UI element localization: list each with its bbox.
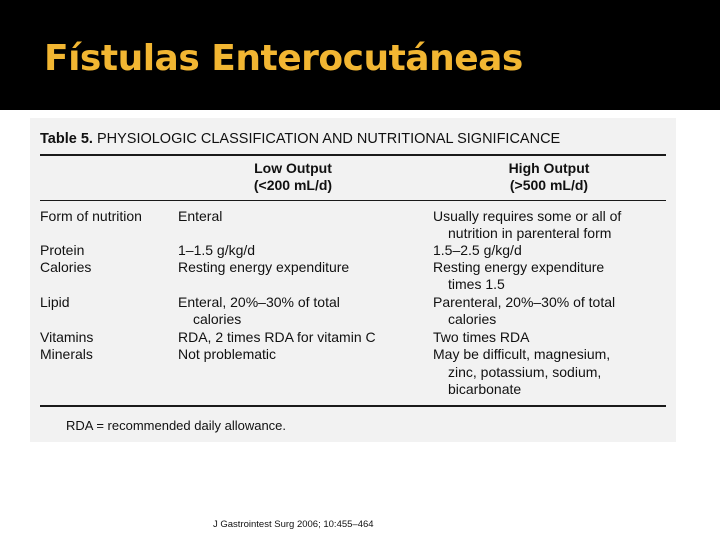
- row-label-lipid: Lipid: [40, 294, 70, 310]
- row-label-minerals: Minerals: [40, 346, 93, 362]
- cell-form-low: Enteral: [178, 208, 223, 224]
- column-header-high-output: [449, 160, 649, 194]
- cell-form-high: Usually requires some or all of: [433, 208, 622, 224]
- cell-lipid-high-cont: calories: [448, 311, 497, 327]
- title-band: [0, 0, 720, 110]
- cell-minerals-low: Not problematic: [178, 346, 277, 362]
- column-header-low-title: Low Output: [254, 160, 332, 176]
- cell-calories-high: Resting energy expenditure: [433, 259, 605, 275]
- row-label-calories: Calories: [40, 259, 92, 275]
- cell-lipid-low: Enteral, 20%–30% of total: [178, 294, 340, 310]
- slide-title: Fístulas Enterocutáneas: [44, 38, 523, 79]
- table-caption: [40, 131, 560, 147]
- cell-minerals-high-cont: zinc, potassium, sodium,: [448, 364, 602, 380]
- header-rule: [40, 200, 666, 201]
- cell-protein-low: 1–1.5 g/kg/d: [178, 242, 256, 258]
- table-footnote: RDA = recommended daily allowance.: [66, 418, 287, 433]
- row-label-form: Form of nutrition: [40, 208, 142, 224]
- cell-lipid-low-cont: calories: [193, 311, 242, 327]
- row-label-protein: Protein: [40, 242, 85, 258]
- column-header-low-output: [193, 160, 393, 194]
- citation: J Gastrointest Surg 2006; 10:455–464: [213, 519, 374, 530]
- column-header-high-range: (>500 mL/d): [509, 177, 589, 193]
- column-header-high-title: High Output: [508, 160, 590, 176]
- cell-vitamins-low: RDA, 2 times RDA for vitamin C: [178, 329, 376, 345]
- bottom-rule: [40, 405, 666, 407]
- top-rule: [40, 154, 666, 156]
- table-caption-label: Table 5.: [40, 131, 93, 147]
- column-header-low-range: (<200 mL/d): [253, 177, 333, 193]
- row-label-vitamins: Vitamins: [40, 329, 94, 345]
- cell-calories-high-cont: times 1.5: [448, 276, 505, 292]
- cell-protein-high: 1.5–2.5 g/kg/d: [433, 242, 522, 258]
- cell-lipid-high: Parenteral, 20%–30% of total: [433, 294, 616, 310]
- table-caption-text: PHYSIOLOGIC CLASSIFICATION AND NUTRITIONAL SIGNIFICANCE: [96, 131, 561, 147]
- cell-vitamins-high: Two times RDA: [433, 329, 530, 345]
- cell-calories-low: Resting energy expenditure: [178, 259, 350, 275]
- cell-minerals-high: May be difficult, magnesium,: [433, 346, 611, 362]
- cell-form-high-cont: nutrition in parenteral form: [448, 225, 612, 241]
- cell-minerals-high-cont2: bicarbonate: [448, 381, 522, 397]
